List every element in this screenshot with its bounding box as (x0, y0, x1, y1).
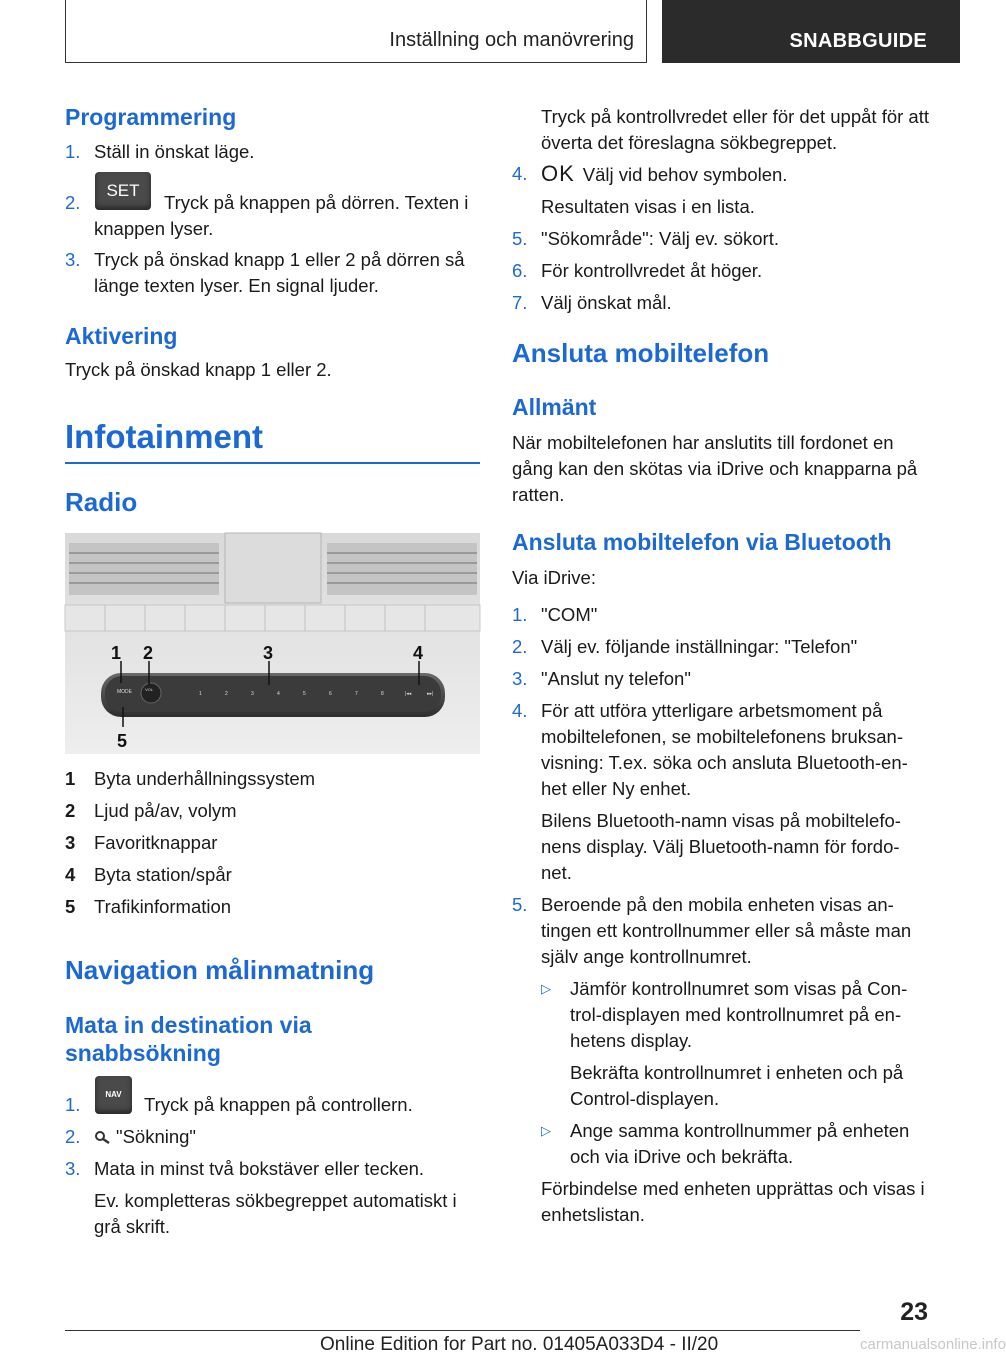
list-item: 4. För att utföra ytterligare arbetsmoment på mobiltelefonen, se mobiltelefonens bruksan-visning: T.ex. söka och ansluta Bluetooth-en-het eller Ny enhet. (512, 700, 908, 799)
list-item: 4. OK Välj vid behov symbolen. (512, 161, 788, 186)
callout-3: 3 (263, 643, 274, 663)
allmant-text: När mobiltelefonen har anslutits till fordonet en gång kan den skötas via iDrive och knapparna på ratten. (512, 432, 918, 505)
preset-5: 5 (303, 691, 306, 697)
radio-panel-illustration (65, 533, 480, 754)
list-item: 3. Mata in minst två bokstäver eller tecken. (65, 1158, 425, 1179)
preset-6: 6 (329, 691, 332, 697)
heading-navigation: Navigation målinmatning (65, 955, 375, 985)
list-item: 2. SET Tryck på knappen på dörren. Texten i knappen lyser. (65, 172, 480, 242)
preset-2: 2 (225, 691, 228, 697)
svg-text:▸▸|: ▸▸| (427, 691, 434, 697)
header-section-box (65, 0, 647, 63)
aktivering-text: Tryck på önskad knapp 1 eller 2. (65, 359, 332, 380)
heading-infotainment: Infotainment (65, 418, 263, 455)
step-note: Tryck på kontrollvredet eller för det uppåt för att överta det föreslagna sökbegreppet. (541, 106, 929, 153)
heading-aktivering: Aktivering (65, 323, 178, 349)
radio-figure (65, 533, 480, 754)
preset-7: 7 (355, 691, 358, 697)
triangle-bullet-icon: ▷ (541, 981, 551, 996)
footer-edition: Online Edition for Part no. 01405A033D4 - II/20 (320, 1334, 719, 1355)
callout-5: 5 (117, 731, 128, 751)
search-icon (94, 1125, 116, 1151)
heading-bluetooth: Ansluta mobiltelefon via Bluetooth (512, 529, 892, 555)
svg-text:VOL: VOL (145, 687, 154, 692)
bullet-item: ▷ Jämför kontrollnumret som visas på Con-trol-displayen med kontrollnumret på en-hetens display. (541, 978, 908, 1051)
callout-1: 1 (111, 643, 122, 663)
heading-programmering: Programmering (65, 104, 237, 130)
set-button-icon: SET (95, 172, 151, 210)
list-item: 7. Välj önskat mål. (512, 292, 672, 313)
heading-allmant: Allmänt (512, 394, 597, 420)
step-note: Bilens Bluetooth-namn visas på mobiltelefo-nens display. Välj Bluetooth-namn för fordo-net. (541, 810, 901, 883)
list-item: 3. "Anslut ny telefon" (512, 668, 691, 689)
infotainment-heading-block (65, 418, 480, 464)
svg-text:|◂◂: |◂◂ (405, 691, 412, 697)
legend-item: 2 Ljud på/av, volym (65, 800, 237, 821)
legend-item: 3 Favoritknappar (65, 832, 218, 853)
page-number: 23 (900, 1298, 928, 1326)
ok-icon: OK (541, 161, 575, 186)
preset-4: 4 (277, 691, 280, 697)
header-chapter-box (662, 0, 960, 63)
step-note: Förbindelse med enheten upprättas och visas i enhetslistan. (541, 1178, 925, 1225)
triangle-bullet-icon: ▷ (541, 1123, 551, 1138)
callout-4: 4 (413, 643, 424, 663)
watermark: carmanualsonline.info (860, 1336, 1006, 1353)
list-item: 1. "COM" (512, 604, 598, 625)
legend-item: 1 Byta underhållningssystem (65, 768, 316, 789)
list-item: 5. "Sökområde": Välj ev. sökort. (512, 228, 779, 249)
list-item: 6. För kontrollvredet åt höger. (512, 260, 763, 281)
list-item: 1. NAV Tryck på knappen på controllern. (65, 1076, 480, 1118)
list-item: 3. Tryck på önskad knapp 1 eller 2 på dörren så länge texten lyser. En signal ljuder. (65, 249, 465, 296)
bullet-note: Bekräfta kontrollnumret i enheten och på Control-displayen. (570, 1062, 904, 1109)
heading-ansluta-mobiltelefon: Ansluta mobiltelefon (512, 338, 770, 368)
step-note: Ev. kompletteras sökbegreppet automatiskt i grå skrift. (94, 1190, 457, 1237)
callout-2: 2 (143, 643, 154, 663)
svg-text:MODE: MODE (117, 689, 132, 695)
heading-radio: Radio (65, 487, 138, 517)
footer-divider (65, 1330, 860, 1331)
preset-8: 8 (381, 691, 384, 697)
heading-mata-in: Mata in destination via snabbsökning (65, 1012, 312, 1066)
bluetooth-steps (512, 602, 930, 1228)
legend-item: 4 Byta station/spår (65, 864, 232, 885)
list-item: 5. Beroende på den mobila enheten visas an-tingen ett kontrollnummer eller så måste man själv ange kontrollnumret. (512, 894, 912, 967)
list-item: 1. Ställ in önskat läge. (65, 141, 255, 162)
bluetooth-intro: Via iDrive: (512, 567, 596, 588)
bullet-item: ▷ Ange samma kontrollnummer på enheten och via iDrive och bekräfta. (541, 1120, 910, 1167)
preset-1: 1 (199, 691, 202, 697)
header-section-title: Inställning och manövrering (389, 29, 634, 51)
preset-3: 3 (251, 691, 254, 697)
header-chapter-title: SNABBGUIDE (789, 30, 927, 52)
radio-legend (65, 763, 480, 923)
legend-item: 5 Trafikinformation (65, 896, 232, 917)
list-item: 2. Välj ev. följande inställningar: "Telefon" (512, 636, 858, 657)
nav-button-icon: NAV (95, 1076, 132, 1114)
list-item: 2. "Sökning" (65, 1124, 480, 1151)
programmering-steps (65, 139, 480, 165)
step-note: Resultaten visas i en lista. (541, 196, 755, 217)
